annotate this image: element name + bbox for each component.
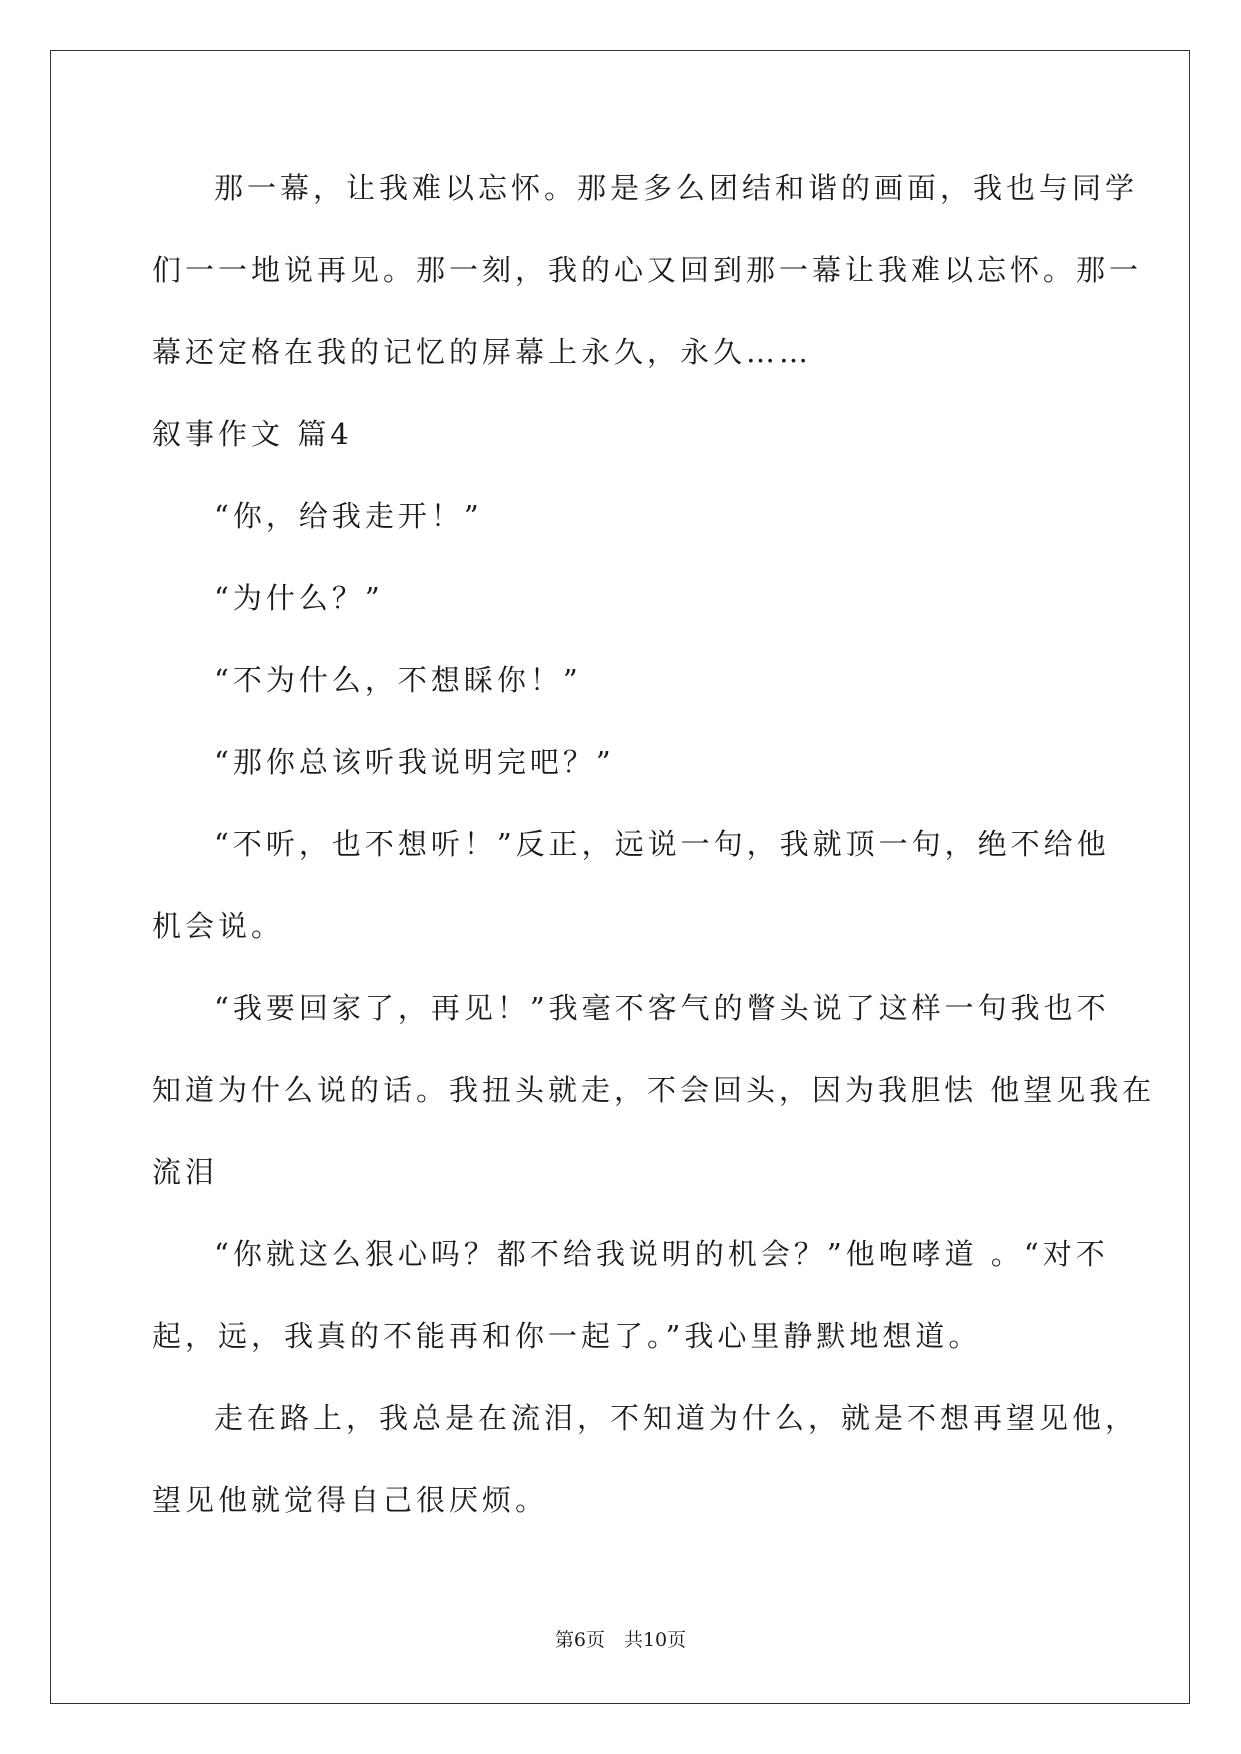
paragraph-line: “不听，也不想听！”反正，远说一句，我就顶一句，绝不给他 (214, 827, 1110, 861)
paragraph-line: 起，远，我真的不能再和你一起了。”我心里静默地想道。 (152, 1319, 982, 1353)
paragraph-line: 机会说。 (152, 909, 285, 943)
section-heading: 叙事作文 篇4 (152, 417, 353, 451)
paragraph-line: 望见他就觉得自己很厌烦。 (152, 1483, 549, 1517)
page-number: 第6页 共10页 (554, 1629, 687, 1651)
paragraph-line: 流泪 (152, 1155, 219, 1189)
paragraph-line: 走在路上，我总是在流泪，不知道为什么，就是不想再望见他， (214, 1401, 1139, 1435)
paragraph-line: “为什么？” (214, 581, 384, 615)
paragraph-line: “那你总该听我说明完吧？” (214, 745, 615, 779)
paragraph-line: 那一幕，让我难以忘怀。那是多么团结和谐的画面，我也与同学 (214, 171, 1139, 205)
paragraph-line: “你，给我走开！” (214, 499, 483, 533)
paragraph-line: “你就这么狠心吗？都不给我说明的机会？”他咆哮道 。“对不 (214, 1237, 1109, 1271)
paragraph-line: 们一一地说再见。那一刻，我的心又回到那一幕让我难以忘怀。那一 (152, 253, 1143, 287)
paragraph-line: 知道为什么说的话。我扭头就走，不会回头，因为我胆怯 他望见我在 (152, 1073, 1156, 1107)
paragraph-line: 幕还定格在我的记忆的屏幕上永久，永久…… (152, 335, 813, 369)
paragraph-line: “不为什么，不想睬你！” (214, 663, 582, 697)
page-border (50, 50, 1190, 1704)
paragraph-line: “我要回家了，再见！”我毫不客气的瞥头说了这样一句我也不 (214, 991, 1110, 1025)
